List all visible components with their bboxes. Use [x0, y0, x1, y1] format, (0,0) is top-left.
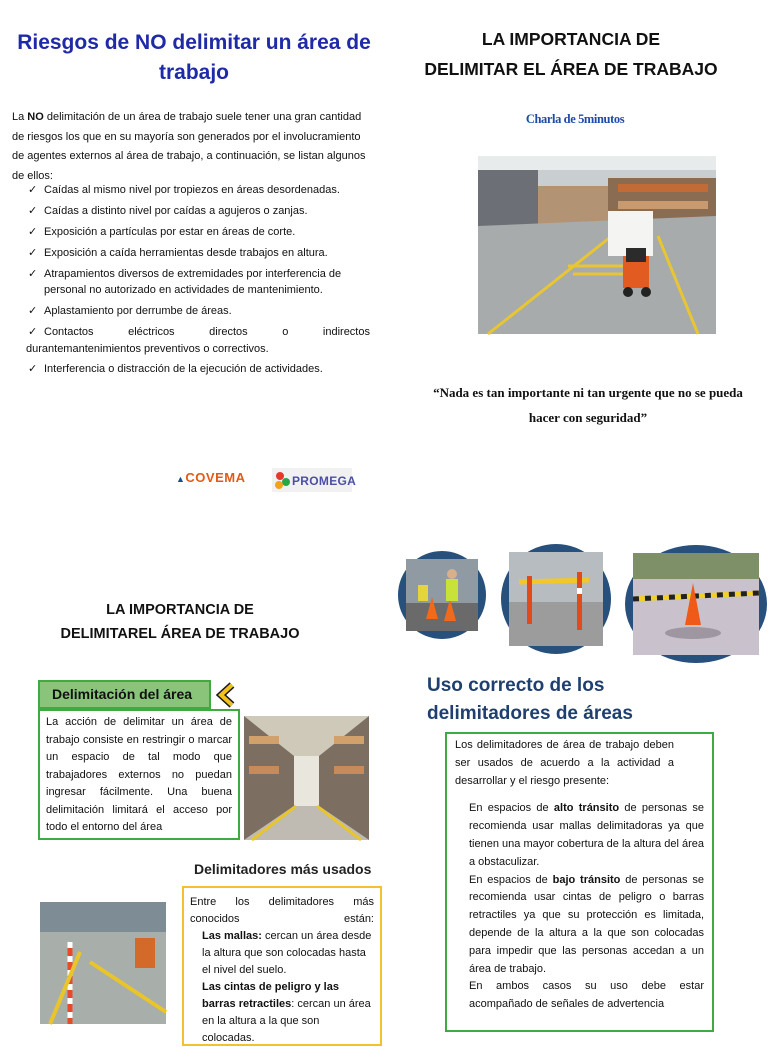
chevron-left-icon [212, 682, 238, 708]
list-item: Las cintas de peligro y las barras retractiles: cercan un área en la altura a la que son colocadas. [202, 981, 371, 1044]
high-traffic-paragraph: En espacios de alto tránsito de personas se recomienda usar mallas delimitadoras ya que tienen una mayor cobertura de la altura del área a obstaculizar. [469, 802, 705, 868]
delimitation-text: La acción de delimitar un área de trabajo consiste en restringir o marcar un espacio de tal modo que trabajadores externos no puedan ingresar fácilmente. Una buena delimitación limitará el acceso por todo el entorno del área [38, 709, 240, 840]
checkmark-icon: ✓ [28, 247, 38, 259]
cones-workers-photo [398, 551, 486, 639]
checkmark-icon: ✓ [28, 226, 38, 238]
list-item: Las mallas: cercan un área desde la altura que son colocadas hasta el nivel del suelo. [202, 930, 372, 976]
list-item: ✓ Exposición a partículas por estar en áreas de corte. [28, 226, 296, 238]
list-item: ✓ Aplastamiento por derrumbe de áreas. [28, 305, 232, 317]
warehouse-forklift-photo [478, 156, 716, 334]
checkmark-icon: ✓ [28, 326, 38, 338]
warehouse-aisle-photo [244, 716, 369, 840]
risks-list-end [26, 361, 370, 382]
promega-logo: PROMEGA [272, 468, 352, 492]
both-cases-paragraph: En ambos casos su uso debe estar acompañado de señales de advertencia [469, 980, 704, 1011]
risk-continuation: durantemantenimientos preventivos o correctivos. [26, 343, 269, 355]
list-item: ✓ Interferencia o distracción de la ejecución de actividades. [28, 363, 323, 375]
cone-tape-barrier-photo [625, 545, 767, 663]
list-item: ✓ Caídas al mismo nivel por tropiezos en áreas desordenadas. [28, 184, 340, 196]
floor-marking-photo [40, 902, 166, 1024]
sponsor-logos [176, 468, 356, 494]
most-used-title: Delimitadores más usados [194, 861, 372, 877]
risks-title: Riesgos de NO delimitar un área de trabajo [17, 31, 371, 84]
risks-intro: La NO delimitación de un área de trabajo suele tener una gran cantidad de riesgos los que en su mayoría son generados por el involucramiento de agentes externos al área de trabajo, a continuación, se listan algunos de ellos: [12, 111, 366, 182]
list-item: ✓ Atrapamientos diversos de extremidades por interferencia de personal no autorizado en actividades de mantenimiento. [28, 268, 342, 296]
checkmark-icon: ✓ [28, 363, 38, 375]
importance-title: LA IMPORTANCIA DE DELIMITAR EL ÁREA DE TRABAJO [424, 29, 718, 79]
list-item: ✓ Contactos eléctricos directos o indirectos [28, 326, 370, 338]
correct-use-text: Los delimitadores de área de trabajo deben ser usados de acuerdo a la actividad a desarrollar y el riesgo presente: En espacios de alto tránsito de personas se recomienda usar mallas delimitadoras ya que tienen una mayor cobertura de la altura del área a obstaculizar. En espacios de bajo tránsito de personas se recomienda usar cintas de peligro o barras retractiles ya que su protección es limitada, depende de la altura a la que son colocadas para impedir que las personas accedan a un área de trabajo. En ambos casos su uso debe estar acompañado de señales de advertencia [445, 732, 714, 1032]
low-traffic-paragraph: En espacios de bajo tránsito de personas se recomienda usar cintas de peligro o barras retractiles ya que su protección es limitada, depende de la altura a la que son colocadas para impedir que las personas accedan a un área de trabajo. [469, 873, 704, 975]
delimitation-banner: Delimitación del área [38, 680, 211, 709]
checkmark-icon: ✓ [28, 205, 38, 217]
checkmark-icon: ✓ [28, 268, 38, 280]
importance-title-secondary: LA IMPORTANCIA DE DELIMITAREL ÁREA DE TRABAJO [60, 602, 300, 642]
list-item: ✓ Caídas a distinto nivel por caídas a agujeros o zanjas. [28, 205, 308, 217]
checkmark-icon: ✓ [28, 305, 38, 317]
covema-logo: ▲COVEMA [176, 470, 246, 485]
risks-list [26, 182, 370, 345]
talk-subtitle: Charla de 5minutos [525, 112, 625, 126]
most-used-text: Entre los delimitadores más conocidos están: Las mallas: cercan un área desde la altura que son colocadas hasta el nivel del suelo. Las cintas de peligro y las barras retractiles: cercan un área en la altura a la que son colocadas. [182, 886, 382, 1046]
checkmark-icon: ✓ [28, 184, 38, 196]
list-item: ✓ Exposición a caída herramientas desde trabajos en altura. [28, 247, 328, 259]
safety-quote: “Nada es tan importante ni tan urgente que no se pueda hacer con seguridad” [433, 385, 743, 425]
retractable-barrier-photo [501, 544, 611, 654]
correct-use-title: Uso correcto de los delimitadores de áreas [427, 675, 633, 724]
